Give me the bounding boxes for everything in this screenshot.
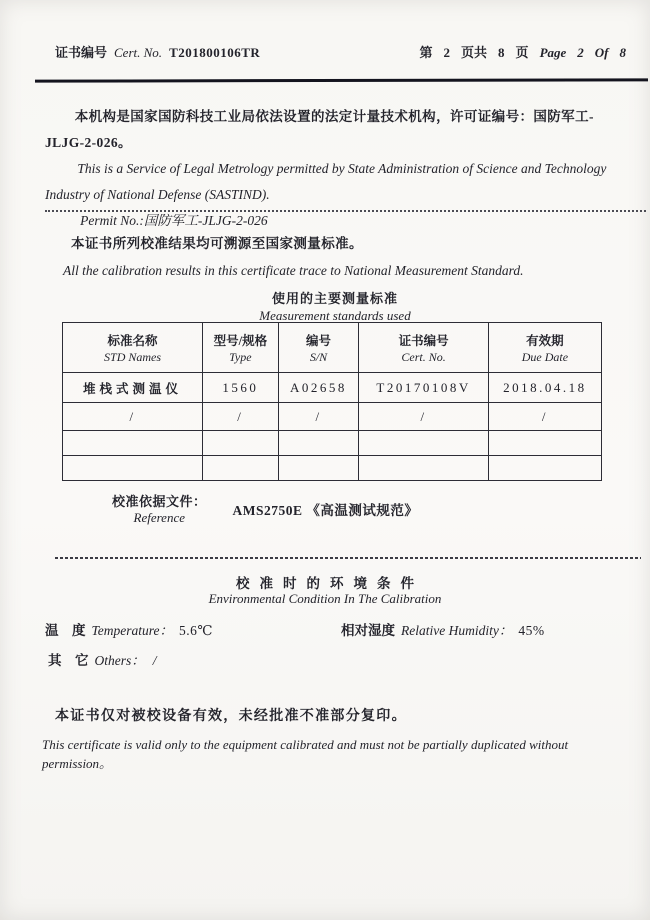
validity-statement-en: This certificate is valid only to the equipment calibrated and must not be partially duplicated without permission。 (42, 737, 569, 771)
cell-std-name: / (63, 403, 203, 431)
cert-label-en: Cert. No. (114, 45, 163, 60)
temperature-group (45, 619, 341, 639)
intro-zh: 本机构是国家国防科技工业局依法设置的法定计量技术机构，许可证编号：国防军工-JLJG-2-026。 (45, 109, 594, 150)
page-zh-prefix: 第 (419, 45, 433, 60)
dashed-separator (55, 557, 641, 559)
cell-std-name (63, 456, 203, 481)
dotted-separator (45, 210, 646, 212)
col-cert-no-zh: 证书编号 (398, 333, 449, 348)
env-title-en: Environmental Condition In The Calibration (208, 591, 442, 606)
cell-type (203, 456, 278, 481)
page-en-of: Of (594, 45, 609, 60)
col-serial (278, 323, 359, 373)
cell-std-name (63, 431, 203, 456)
col-std-names (63, 323, 203, 373)
cell-due-date (488, 456, 601, 481)
reference-value: AMS2750E 《高温测试规范》 (232, 502, 419, 518)
standards-table (62, 322, 602, 481)
col-cert-no (359, 323, 488, 373)
table-row (63, 431, 602, 456)
col-type-zh: 型号/规格 (213, 333, 268, 348)
intro-en: This is a Service of Legal Metrology permitted by State Administration of Science and Technology Industry of National Defense (SASTIND). (45, 161, 607, 202)
header-rule (35, 78, 648, 82)
cell-serial (278, 456, 359, 481)
standards-title-zh: 使用的主要测量标准 (271, 291, 398, 306)
page-zh-middle: 页共 (461, 45, 488, 60)
page-header (55, 42, 626, 61)
cert-number: T201800106TR (169, 45, 261, 60)
page-en-current: 2 (577, 45, 584, 60)
env-values-row (45, 619, 620, 639)
humidity-label-en: Relative Humidity： (401, 623, 513, 638)
col-cert-no-en: Cert. No. (401, 349, 446, 364)
cell-cert-no (359, 431, 488, 456)
col-due-date (488, 323, 601, 373)
others-label-en: Others： (94, 653, 145, 668)
cell-due-date (488, 431, 601, 456)
table-row (63, 456, 602, 481)
page-en-label: Page (539, 45, 567, 60)
humidity-label-zh: 相对湿度 (341, 623, 395, 638)
cell-due-date: / (488, 403, 601, 431)
permit-number: Permit No.:国防军工-JLJG-2-026 (80, 213, 268, 228)
intro-section (45, 104, 625, 234)
cell-cert-no: T20170108V (359, 373, 488, 403)
cell-serial (278, 431, 359, 456)
cell-serial: A02658 (278, 373, 359, 403)
page-current: 2 (443, 45, 451, 60)
reference-label-zh: 校准依据文件： (112, 494, 207, 509)
humidity-value: 45% (518, 623, 545, 638)
cell-type (203, 431, 278, 456)
cert-number-group (55, 42, 267, 61)
table-row (63, 403, 602, 431)
col-std-names-zh: 标准名称 (107, 333, 158, 348)
temperature-label-zh: 温 度 (45, 623, 86, 638)
table-header-row (63, 323, 602, 373)
env-title-zh: 校准时的环境条件 (236, 576, 424, 591)
cell-cert-no (359, 456, 488, 481)
col-due-date-zh: 有效期 (526, 333, 564, 348)
col-due-date-en: Due Date (521, 349, 569, 364)
cell-due-date: 2018.04.18 (488, 373, 601, 403)
cell-type: 1560 (203, 373, 278, 403)
traceability-en: All the calibration results in this certificate trace to National Measurement Standard. (63, 263, 524, 278)
temperature-value: 5.6℃ (179, 623, 213, 638)
col-type (203, 323, 278, 373)
others-group (48, 649, 157, 669)
page-total: 8 (498, 45, 505, 60)
reference-label (112, 491, 207, 526)
standards-title-en: Measurement standards used (259, 308, 411, 323)
validity-statement-zh: 本证书仅对被校设备有效，未经批准不准部分复印。 (55, 709, 407, 724)
page-en-total: 8 (619, 45, 626, 60)
traceability-section (45, 232, 625, 324)
cell-std-name: 堆栈式测温仪 (63, 373, 203, 403)
cell-type: / (203, 403, 278, 431)
reference-label-en: Reference (133, 510, 185, 525)
reference-section (112, 491, 418, 526)
others-value: / (152, 653, 157, 668)
col-type-en: Type (229, 349, 252, 364)
temperature-label-en: Temperature： (91, 623, 174, 638)
traceability-zh: 本证书所列校准结果均可溯源至国家测量标准。 (71, 236, 363, 251)
humidity-group (341, 619, 545, 639)
page-zh-suffix: 页 (515, 45, 529, 60)
pagination (409, 42, 626, 61)
col-serial-en: S/N (309, 349, 328, 364)
table-row (63, 373, 602, 403)
cell-serial: / (278, 403, 359, 431)
others-label-zh: 其 它 (48, 653, 89, 668)
col-serial-zh: 编号 (305, 333, 331, 348)
col-std-names-en: STD Names (104, 349, 162, 364)
cert-label-zh: 证书编号 (55, 45, 108, 60)
cell-cert-no: / (359, 403, 488, 431)
